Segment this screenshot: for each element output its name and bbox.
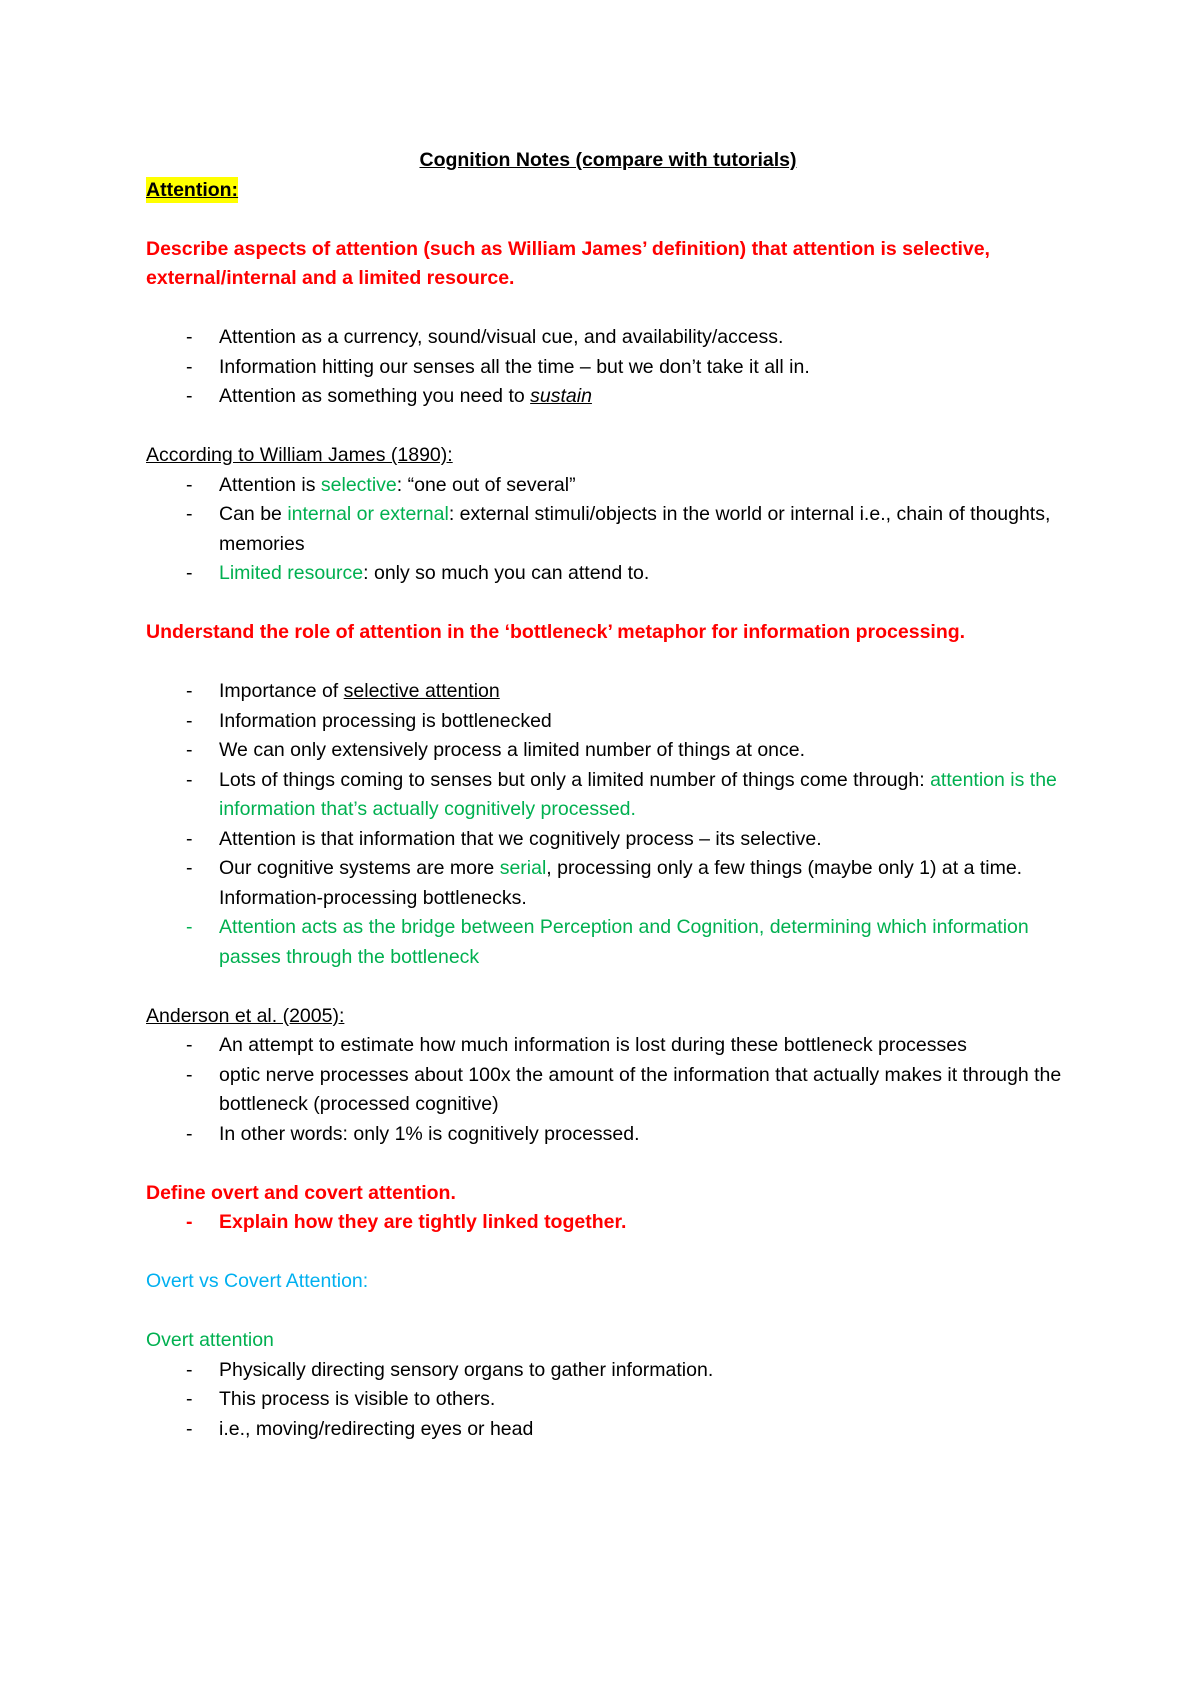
spacer (146, 1149, 1070, 1179)
list-item (146, 471, 1070, 501)
overt-covert-heading: Overt vs Covert Attention: (146, 1270, 369, 1292)
spacer (146, 1238, 1070, 1268)
attention-heading-line (146, 176, 1070, 206)
overt-list (146, 1356, 1070, 1445)
spacer (146, 589, 1070, 619)
highlight-processed: attention is the information that’s actually cognitively processed. (219, 768, 1057, 820)
spacer (146, 412, 1070, 442)
anderson-heading: Anderson et al. (2005): (146, 1004, 345, 1027)
james-heading: According to William James (1890): (146, 444, 453, 466)
spacer (146, 648, 1070, 678)
list-item: - Physically directing sensory organs to gather information. (146, 1356, 1070, 1386)
highlight-limited-resource: Limited resource (219, 562, 364, 584)
list-item: - Information hitting our senses all the time – but we don’t take it all in. (146, 353, 1070, 383)
attention-aspects-list (146, 323, 1070, 412)
list-item (146, 382, 1070, 412)
question-overt-covert-sublist (146, 1208, 1070, 1238)
list-item-text: Attention as something you need to (219, 385, 531, 407)
list-item-text: , processing only a few things (maybe only 1) at a time. Information-processing bottlenecks. (219, 857, 1023, 909)
list-item-text: Lots of things coming to senses but only a limited number of things come through: (219, 768, 931, 791)
list-item: - i.e., moving/redirecting eyes or head (146, 1415, 1070, 1445)
underline-selective-attention: selective attention (343, 680, 500, 702)
list-item: - optic nerve processes about 100x the amount of the information that actually makes it through the bottleneck (processed cognitive) (146, 1061, 1070, 1120)
question-attention-aspects: Describe aspects of attention (such as William James’ definition) that attention is selective, external/internal and a limited resource. (146, 237, 990, 289)
spacer (146, 1297, 1070, 1327)
list-item: - An attempt to estimate how much information is lost during these bottleneck processes (146, 1031, 1070, 1061)
list-item: - Attention as a currency, sound/visual cue, and availability/access. (146, 323, 1070, 353)
overt-heading: Overt attention (146, 1329, 274, 1351)
list-item: - We can only extensively process a limited number of things at once. (146, 736, 1070, 766)
list-item: - This process is visible to others. (146, 1385, 1070, 1415)
list-item: - In other words: only 1% is cognitively processed. (146, 1120, 1070, 1150)
attention-heading: Attention: (146, 178, 239, 201)
list-item-text: Can be (219, 503, 288, 525)
list-item (146, 854, 1070, 913)
list-item-text: Our cognitive systems are more (219, 857, 500, 879)
emphasis-sustain: sustain (530, 385, 592, 407)
list-item: - Attention is that information that we cognitively process – its selective. (146, 825, 1070, 855)
spacer (146, 294, 1070, 324)
list-item-text: : “one out of several” (396, 473, 576, 496)
question-bottleneck: Understand the role of attention in the ‘bottleneck’ metaphor for information processing. (146, 621, 966, 643)
list-item: - Attention acts as the bridge between Perception and Cognition, determining which information passes through the bottleneck (146, 913, 1070, 972)
question-overt-covert: Define overt and covert attention. (146, 1181, 456, 1204)
list-item (146, 677, 1070, 707)
list-item-text: Attention is (219, 473, 321, 496)
list-item (146, 559, 1070, 589)
list-item: - Explain how they are tightly linked together. (146, 1208, 1070, 1238)
spacer (146, 205, 1070, 235)
highlight-selective: selective (320, 473, 397, 496)
spacer (146, 972, 1070, 1002)
list-item-text: Importance of (219, 680, 344, 702)
highlight-serial: serial (499, 857, 547, 879)
list-item: - Information processing is bottlenecked (146, 707, 1070, 737)
list-item-text: : only so much you can attend to. (363, 562, 650, 584)
bottleneck-list (146, 677, 1070, 972)
list-item (146, 500, 1070, 559)
james-list (146, 471, 1070, 589)
anderson-list (146, 1031, 1070, 1149)
list-item (146, 766, 1070, 825)
page-title: Cognition Notes (compare with tutorials) (419, 149, 797, 171)
list-item-text: : external stimuli/objects in the world or internal i.e., chain of thoughts, memories (219, 503, 1051, 555)
highlight-internal-external: internal or external (287, 503, 449, 525)
